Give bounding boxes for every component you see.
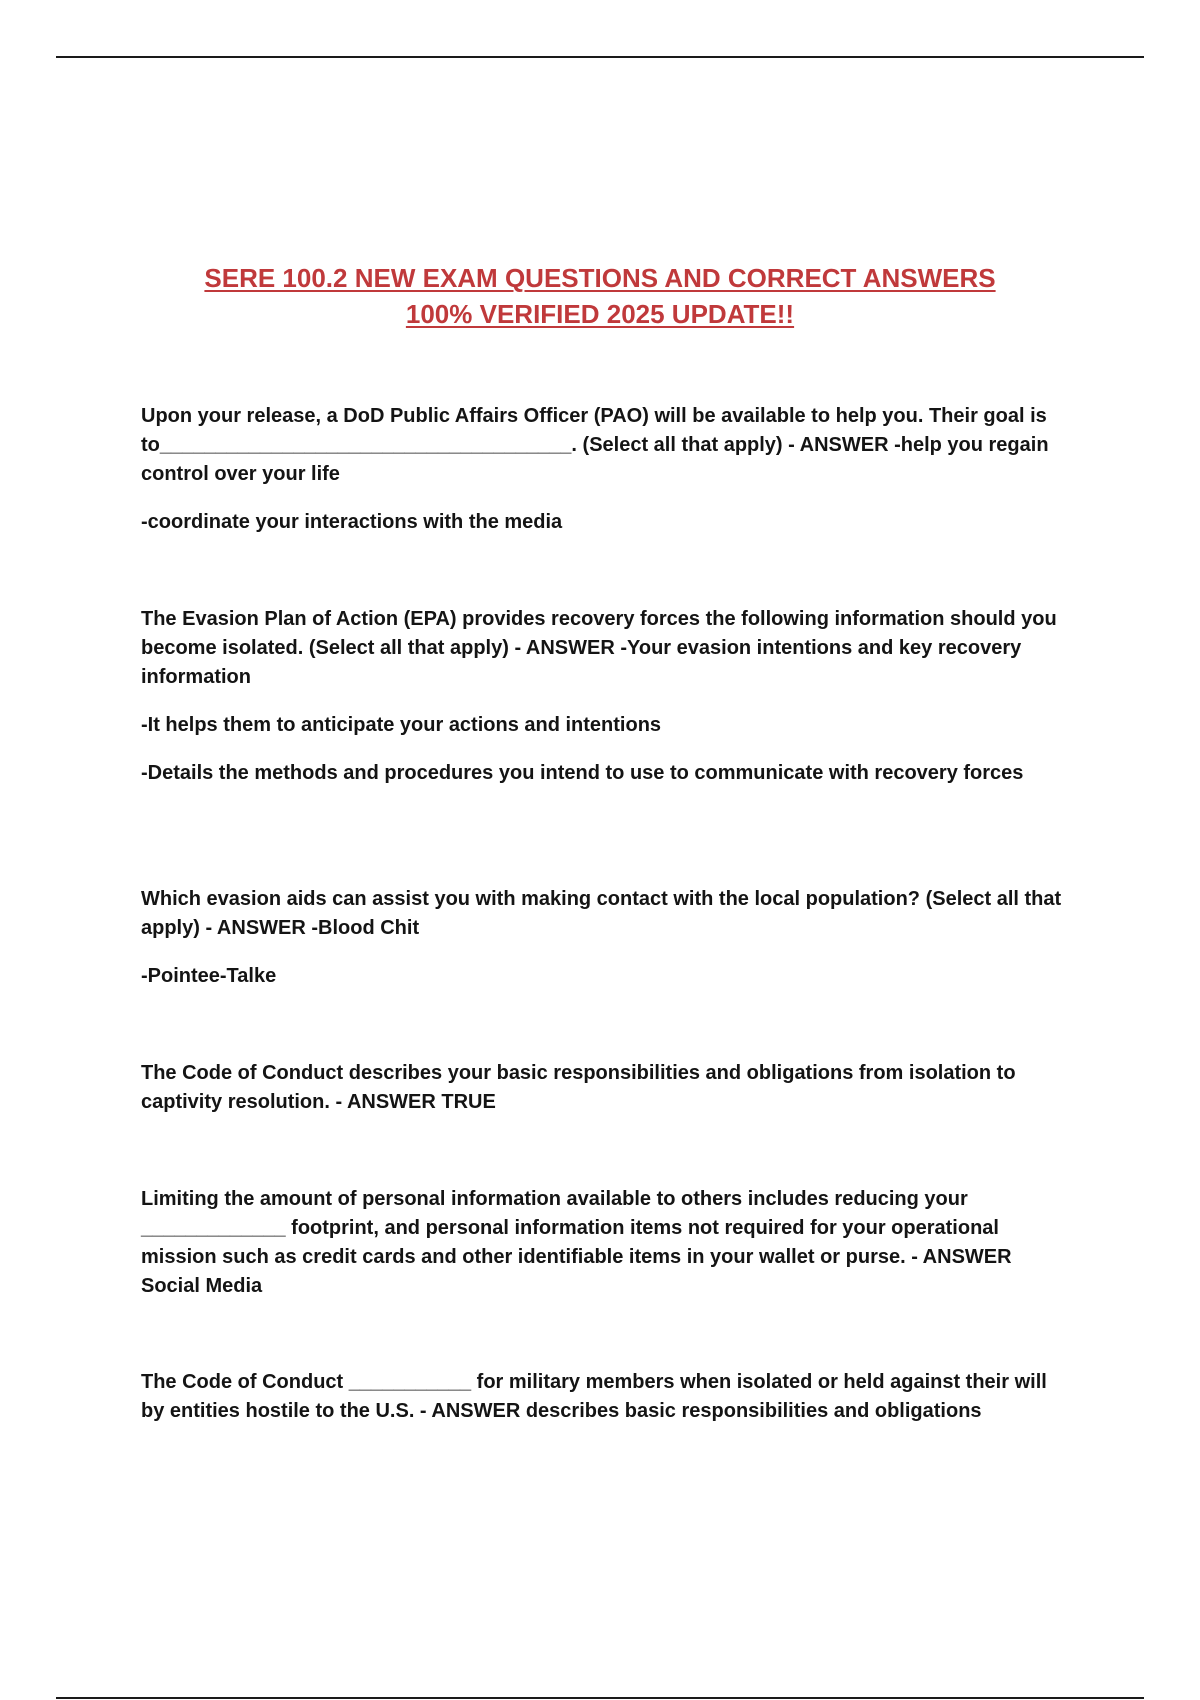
question-text: The Evasion Plan of Action (EPA) provides recovery forces the following information should you become isolated. (Select all that apply) - ANSWER -Your evasion intentions and key recovery information [141, 608, 1057, 688]
qa-item-3 [141, 885, 1071, 1010]
question-text: Upon your release, a DoD Public Affairs Officer (PAO) will be available to help you. Their goal is to_____________________________________. (Select all that apply) - ANSWER -help you regain control over your life [141, 405, 1049, 485]
question-text: Which evasion aids can assist you with making contact with the local population? (Select all that apply) - ANSWER -Blood Chit [141, 888, 1062, 939]
question-text: The Code of Conduct describes your basic responsibilities and obligations from isolation to captivity resolution. - ANSWER TRUE [141, 1062, 1016, 1113]
footer-rule [56, 1697, 1144, 1699]
title-line-1: SERE 100.2 NEW EXAM QUESTIONS AND CORRECT ANSWERS [204, 263, 996, 293]
qa-item-5 [141, 1185, 1071, 1320]
question-text: Limiting the amount of personal information available to others includes reducing your _____________ footprint, and personal information items not required for your operational mission such as credit cards and other identifiable items in your wallet or purse. - ANSWER Social Media [141, 1188, 1012, 1297]
answer-line: -It helps them to anticipate your actions and intentions [141, 714, 662, 736]
qa-item-4 [141, 1059, 1071, 1136]
qa-item-6 [141, 1368, 1071, 1445]
qa-item-1 [141, 402, 1071, 556]
answer-line: -Pointee-Talke [141, 965, 277, 987]
answer-line: -coordinate your interactions with the media [141, 511, 563, 533]
title-line-2: 100% VERIFIED 2025 UPDATE!! [405, 299, 795, 329]
question-text: The Code of Conduct ___________ for military members when isolated or held against their will by entities hostile to the U.S. - ANSWER describes basic responsibilities and obligations [141, 1371, 1047, 1422]
document-title [0, 260, 1200, 332]
answer-line: -Details the methods and procedures you intend to use to communicate with recovery forces [141, 762, 1024, 784]
header-rule [56, 56, 1144, 58]
qa-item-2 [141, 605, 1071, 807]
